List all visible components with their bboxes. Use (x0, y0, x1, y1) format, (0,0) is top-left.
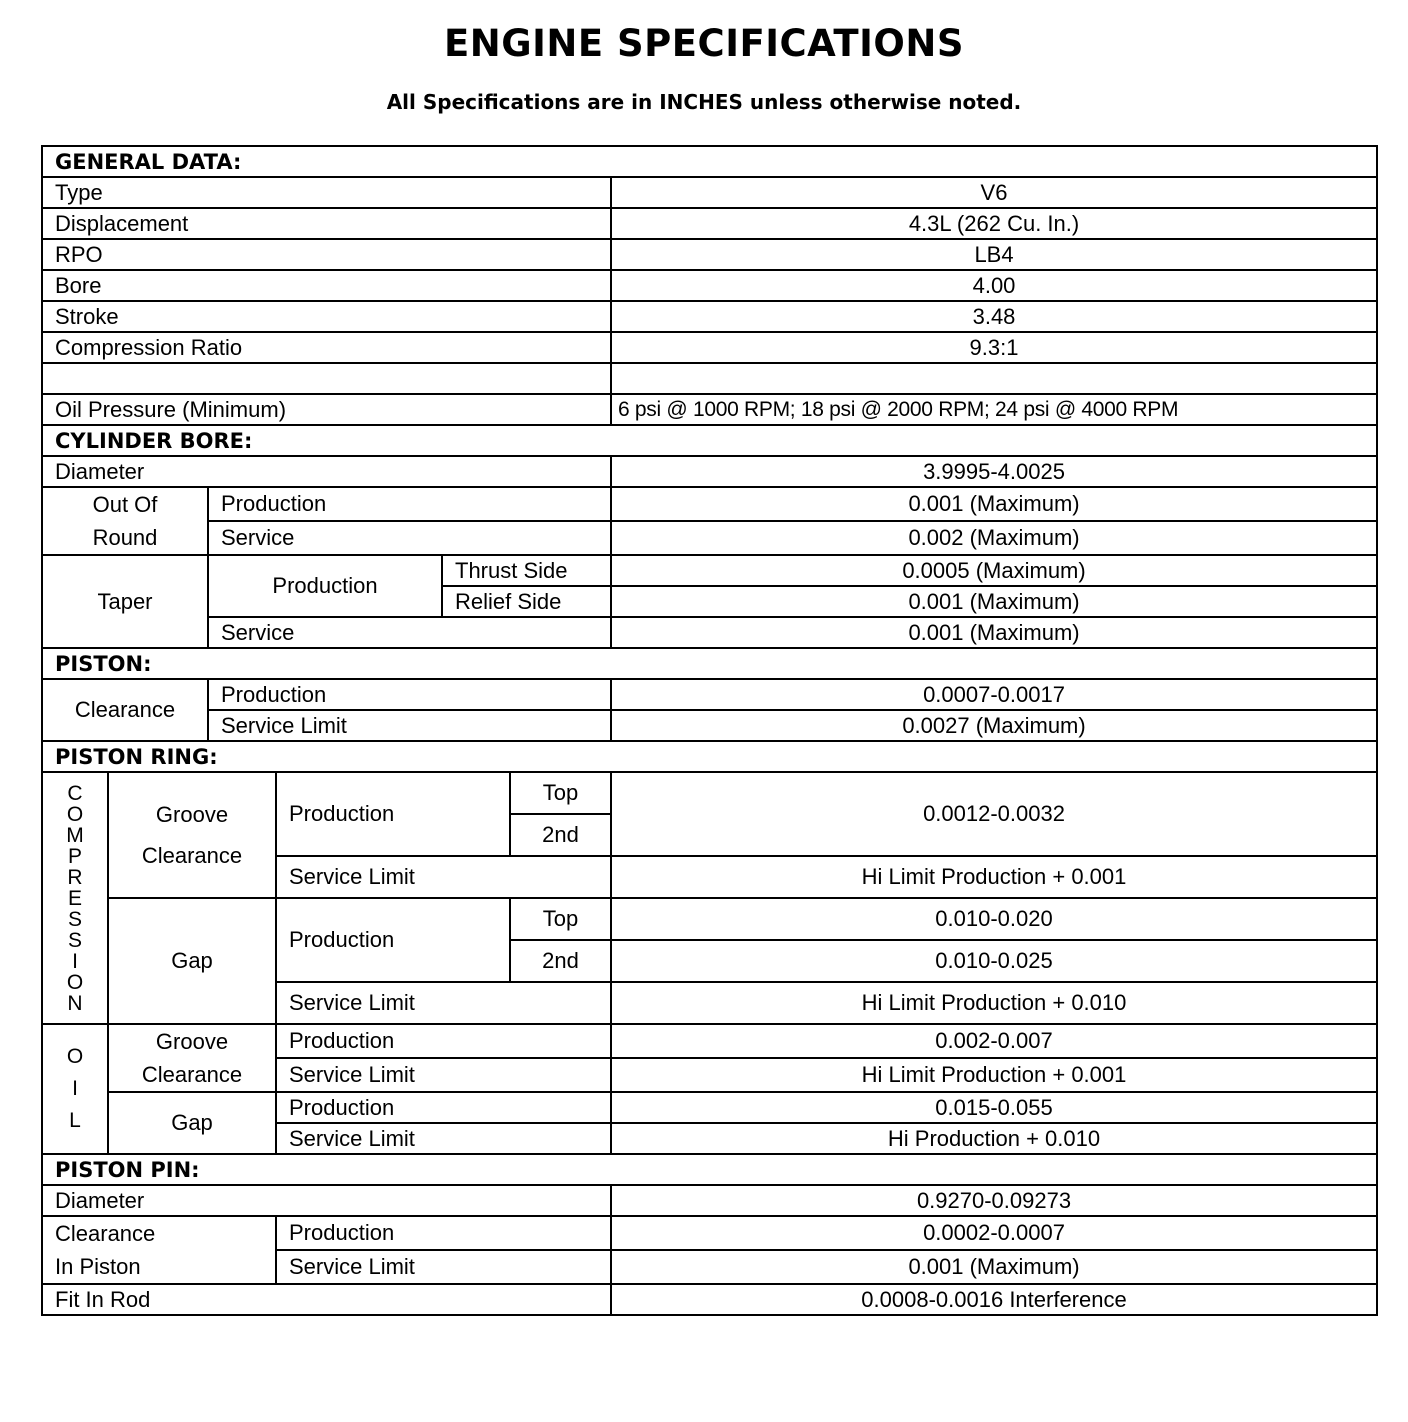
table-row (42, 1024, 1377, 1058)
row-label: Service Limit (276, 1058, 611, 1092)
section-piston (42, 648, 1377, 679)
group-label: Groove Clearance (108, 1024, 276, 1092)
row-label: Relief Side (442, 586, 611, 617)
table-row (42, 1216, 1377, 1250)
table-row (42, 710, 1377, 741)
table-row (42, 270, 1377, 301)
row-label: Production (276, 1216, 611, 1250)
table-row (42, 1185, 1377, 1216)
row-value: 0.9270-0.09273 (611, 1185, 1377, 1216)
table-row (42, 177, 1377, 208)
ring-second-label: 2nd (510, 940, 611, 982)
row-value: 0.010-0.020 (611, 898, 1377, 940)
table-row (42, 208, 1377, 239)
section-header: CYLINDER BORE: (42, 425, 1377, 456)
row-value: Hi Production + 0.010 (611, 1123, 1377, 1154)
row-label: Production (208, 487, 611, 521)
ring-second-label: 2nd (510, 814, 611, 856)
table-row-empty (42, 363, 1377, 394)
engine-spec-table (41, 145, 1378, 1316)
row-value: 0.001 (Maximum) (611, 1250, 1377, 1284)
row-value: 0.001 (Maximum) (611, 487, 1377, 521)
group-label: Taper (42, 555, 208, 648)
row-label: Production (208, 679, 611, 710)
section-header: PISTON PIN: (42, 1154, 1377, 1185)
row-value: 0.010-0.025 (611, 940, 1377, 982)
row-value: 0.0027 (Maximum) (611, 710, 1377, 741)
row-label: Service (208, 617, 611, 648)
sub-group-label: Production (208, 555, 442, 617)
table-row (42, 772, 1377, 814)
row-label: Production (276, 1024, 611, 1058)
section-header: PISTON RING: (42, 741, 1377, 772)
row-label: Service (208, 521, 611, 555)
row-value: LB4 (611, 239, 1377, 270)
row-value: Hi Limit Production + 0.001 (611, 856, 1377, 898)
row-label: Production (276, 772, 510, 856)
table-row (42, 898, 1377, 940)
row-value: 0.001 (Maximum) (611, 617, 1377, 648)
row-label: Bore (42, 270, 611, 301)
table-row (42, 1284, 1377, 1315)
row-label: Stroke (42, 301, 611, 332)
row-label: Type (42, 177, 611, 208)
row-label: Compression Ratio (42, 332, 611, 363)
row-label: Service Limit (276, 1123, 611, 1154)
group-label: Out Of Round (42, 487, 208, 555)
table-row (42, 521, 1377, 555)
row-value: 0.0005 (Maximum) (611, 555, 1377, 586)
group-label: Clearance In Piston (42, 1216, 276, 1284)
page-subtitle: All Specifications are in INCHES unless otherwise noted. (386, 90, 1022, 114)
row-value: 4.00 (611, 270, 1377, 301)
row-value: 9.3:1 (611, 332, 1377, 363)
row-value: 4.3L (262 Cu. In.) (611, 208, 1377, 239)
empty-cell (42, 363, 611, 394)
row-value: 3.48 (611, 301, 1377, 332)
ring-top-label: Top (510, 772, 611, 814)
page-title: ENGINE SPECIFICATIONS (444, 22, 964, 65)
row-label: Diameter (42, 1185, 611, 1216)
compression-vertical-label: C O M P R E S S I O N (42, 772, 108, 1024)
row-label: Fit In Rod (42, 1284, 611, 1315)
oil-vertical-label: O I L (42, 1024, 108, 1154)
section-cylinder-bore (42, 425, 1377, 456)
row-value: 6 psi @ 1000 RPM; 18 psi @ 2000 RPM; 24 psi @ 4000 RPM (611, 394, 1377, 425)
section-header: PISTON: (42, 648, 1377, 679)
row-value: 0.001 (Maximum) (611, 586, 1377, 617)
row-label: Service Limit (276, 856, 611, 898)
table-row (42, 456, 1377, 487)
row-label: Diameter (42, 456, 611, 487)
row-label: Service Limit (276, 982, 611, 1024)
row-label: Service Limit (276, 1250, 611, 1284)
row-label: Production (276, 898, 510, 982)
row-label: RPO (42, 239, 611, 270)
row-value: 0.002-0.007 (611, 1024, 1377, 1058)
ring-top-label: Top (510, 898, 611, 940)
section-piston-pin (42, 1154, 1377, 1185)
row-label: Production (276, 1092, 611, 1123)
row-value: 3.9995-4.0025 (611, 456, 1377, 487)
table-row (42, 239, 1377, 270)
table-row (42, 301, 1377, 332)
group-label: Gap (108, 898, 276, 1024)
table-row (42, 487, 1377, 521)
row-value: 0.0008-0.0016 Interference (611, 1284, 1377, 1315)
section-piston-ring (42, 741, 1377, 772)
group-label: Clearance (42, 679, 208, 741)
row-label: Displacement (42, 208, 611, 239)
section-header: GENERAL DATA: (42, 146, 1377, 177)
group-label: Groove Clearance (108, 772, 276, 898)
row-value: 0.002 (Maximum) (611, 521, 1377, 555)
row-value: Hi Limit Production + 0.001 (611, 1058, 1377, 1092)
row-label: Oil Pressure (Minimum) (42, 394, 611, 425)
row-value: 0.0002-0.0007 (611, 1216, 1377, 1250)
table-row (42, 617, 1377, 648)
table-row (42, 555, 1377, 586)
row-value: Hi Limit Production + 0.010 (611, 982, 1377, 1024)
row-value: 0.015-0.055 (611, 1092, 1377, 1123)
section-general-data (42, 146, 1377, 177)
row-value: V6 (611, 177, 1377, 208)
row-label: Thrust Side (442, 555, 611, 586)
row-value: 0.0012-0.0032 (611, 772, 1377, 856)
table-row (42, 679, 1377, 710)
row-label: Service Limit (208, 710, 611, 741)
table-row (42, 332, 1377, 363)
group-label: Gap (108, 1092, 276, 1154)
row-value: 0.0007-0.0017 (611, 679, 1377, 710)
table-row (42, 394, 1377, 425)
table-row (42, 1092, 1377, 1123)
empty-cell (611, 363, 1377, 394)
